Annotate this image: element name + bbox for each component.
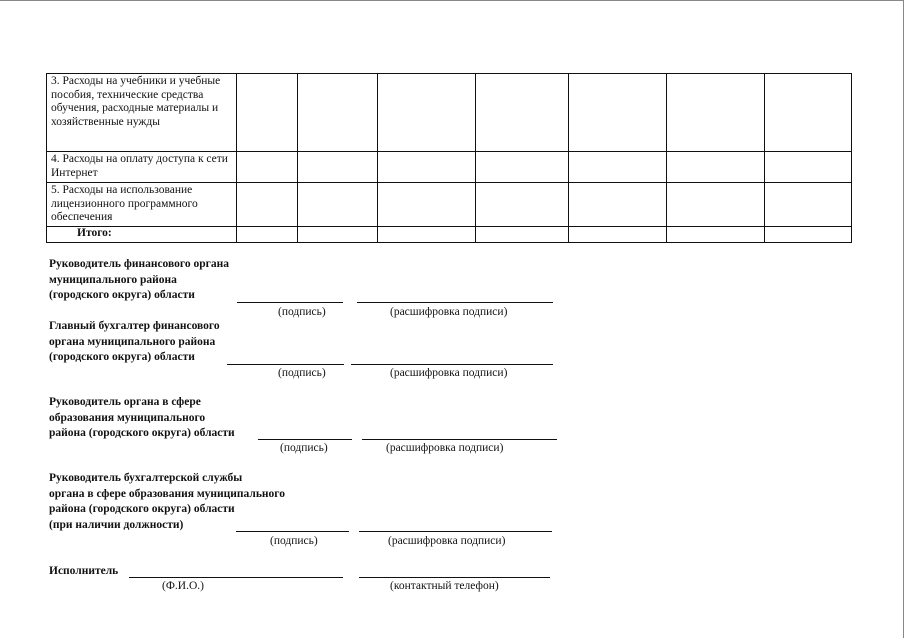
table-cell (765, 74, 852, 152)
caption-signature: (подпись) (270, 535, 318, 547)
table-cell (667, 74, 765, 152)
table-cell (237, 74, 298, 152)
executor-label: Исполнитель (49, 565, 119, 577)
signature-line[interactable] (227, 364, 344, 365)
caption-phone: (контактный телефон) (390, 580, 499, 592)
education-head-title: Руководитель органа в сфере образования муниципального района (городского округа) области (49, 396, 235, 439)
table-cell (569, 227, 667, 243)
signature-line[interactable] (258, 439, 352, 440)
signature-line[interactable] (236, 531, 349, 532)
total-label: Итого: (47, 227, 237, 243)
table-cell (667, 152, 765, 183)
row-label: 3. Расходы на учебники и учебные пособия, технические средства обучения, расходные материалы и хозяйственные нужды (47, 74, 237, 152)
table-cell (378, 152, 476, 183)
table-cell (298, 183, 378, 227)
row-label: 4. Расходы на оплату доступа к сети Интернет (47, 152, 237, 183)
table-cell (298, 152, 378, 183)
table-cell (569, 183, 667, 227)
executor-name-line[interactable] (129, 577, 343, 578)
page-edge-top (0, 0, 904, 1)
table-row (47, 183, 852, 227)
table-cell (476, 183, 569, 227)
table-cell (667, 183, 765, 227)
table-cell (378, 183, 476, 227)
finance-head-title: Руководитель финансового органа муниципального района (городского округа) области (49, 258, 229, 301)
finance-accountant-title: Главный бухгалтер финансового органа муниципального района (городского округа) области (49, 320, 220, 363)
signature-decoding-line[interactable] (357, 302, 553, 303)
executor-phone-line[interactable] (359, 577, 550, 578)
caption-decoding: (расшифровка подписи) (388, 535, 506, 547)
signature-decoding-line[interactable] (359, 531, 552, 532)
table-cell (298, 74, 378, 152)
page-edge-right (903, 0, 904, 638)
caption-decoding: (расшифровка подписи) (390, 367, 508, 379)
table-row (47, 74, 852, 152)
row-label: 5. Расходы на использование лицензионного программного обеспечения (47, 183, 237, 227)
table-cell (237, 227, 298, 243)
signature-line[interactable] (237, 302, 343, 303)
table-cell (378, 74, 476, 152)
table-row (47, 152, 852, 183)
table-cell (667, 227, 765, 243)
caption-decoding: (расшифровка подписи) (390, 306, 508, 318)
table-cell (237, 183, 298, 227)
total-row (47, 227, 852, 243)
education-accounting-title: Руководитель бухгалтерской службы органа в сфере образования муниципального района (городского округа) области (при наличии должности) (49, 472, 285, 531)
signature-decoding-line[interactable] (351, 364, 553, 365)
table-cell (765, 183, 852, 227)
table-cell (378, 227, 476, 243)
table-cell (237, 152, 298, 183)
signature-decoding-line[interactable] (362, 439, 557, 440)
table-cell (765, 152, 852, 183)
table-cell (476, 227, 569, 243)
table-cell (569, 74, 667, 152)
caption-signature: (подпись) (278, 367, 326, 379)
caption-signature: (подпись) (280, 442, 328, 454)
table-cell (298, 227, 378, 243)
caption-name: (Ф.И.О.) (162, 580, 204, 592)
expenses-table (46, 73, 852, 243)
caption-decoding: (расшифровка подписи) (386, 442, 504, 454)
table-cell (476, 74, 569, 152)
table-cell (765, 227, 852, 243)
caption-signature: (подпись) (278, 306, 326, 318)
table-cell (569, 152, 667, 183)
table-cell (476, 152, 569, 183)
